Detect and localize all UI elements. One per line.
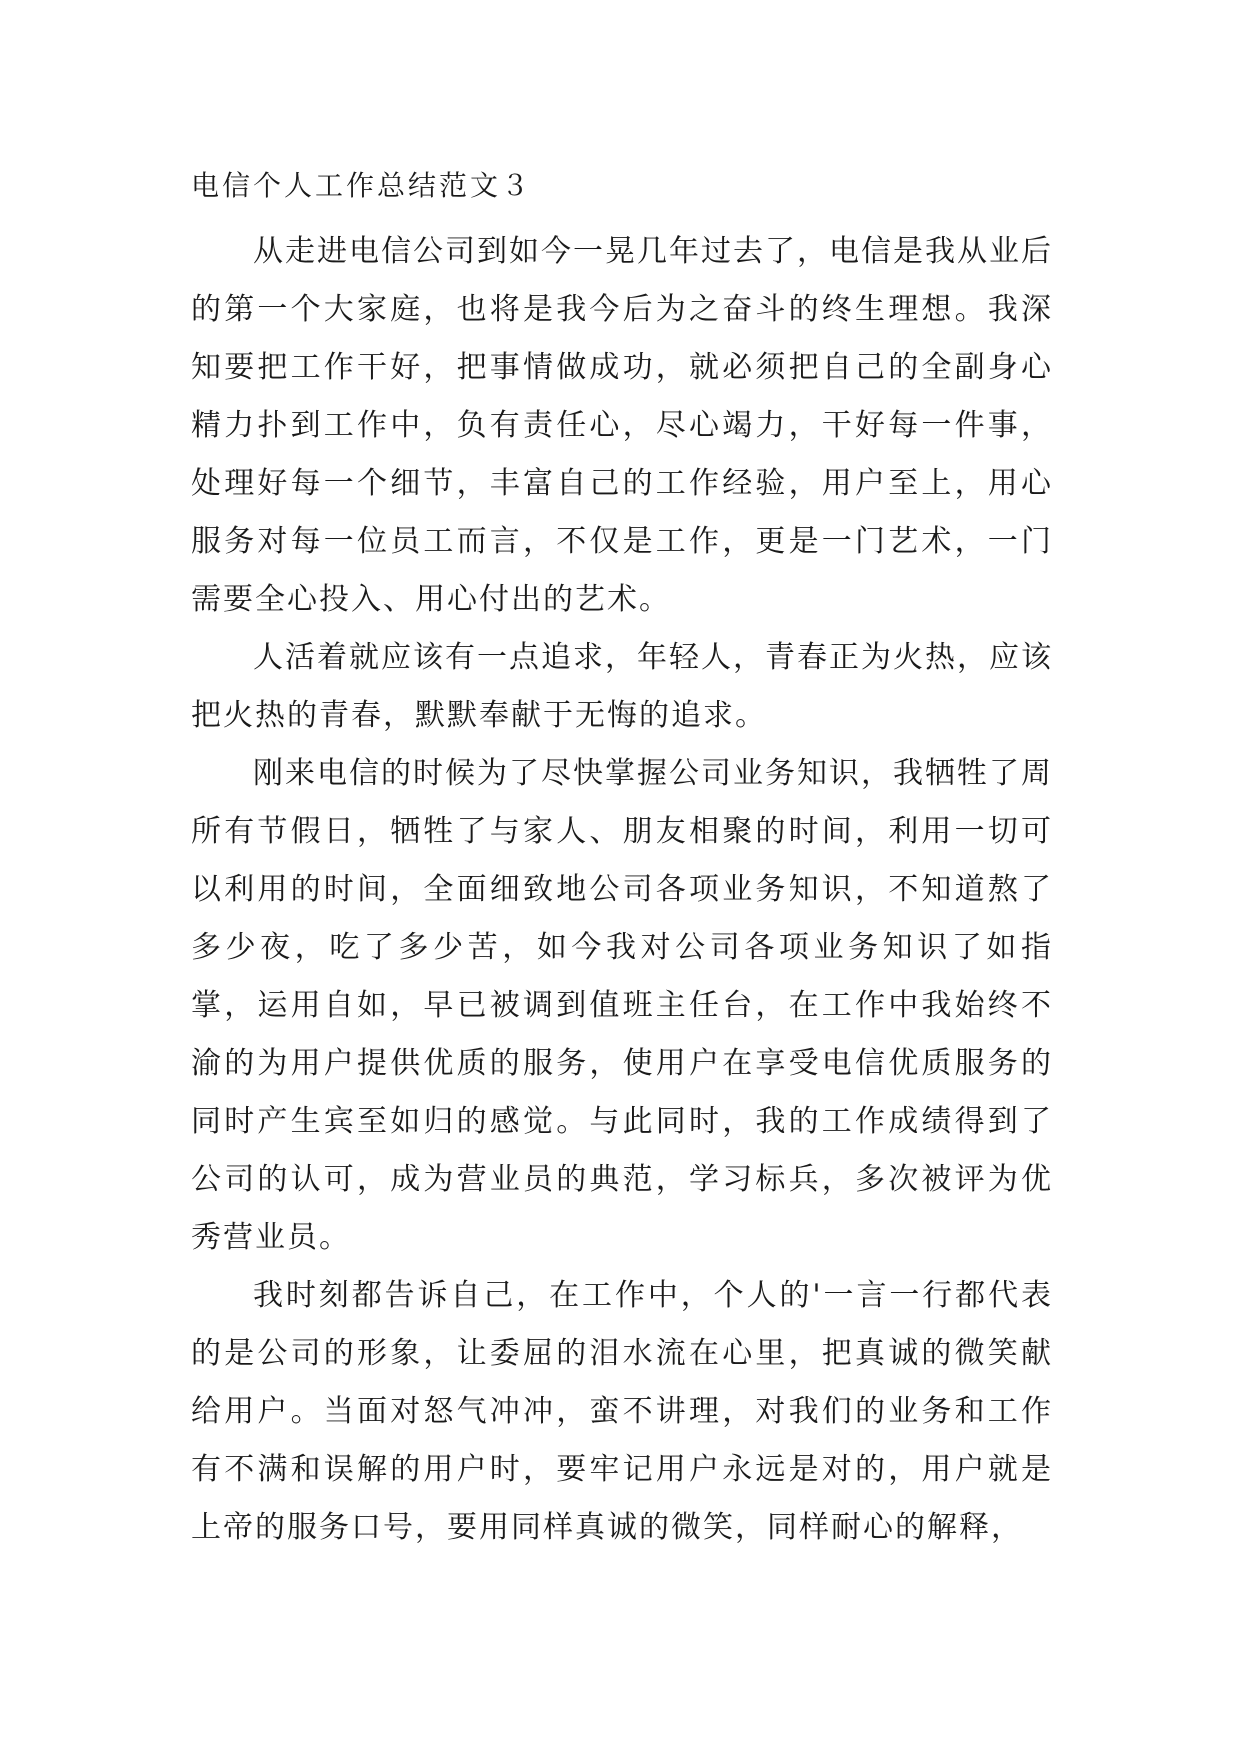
paragraph-4: 我时刻都告诉自己，在工作中，个人的'一言一行都代表的是公司的形象，让委屈的泪水流在心里，把真诚的微笑献给用户。当面对怒气冲冲，蛮不讲理，对我们的业务和工作有不满和误解的用户时，要牢记用户永远是对的，用户就是上帝的服务口号，要用同样真诚的微笑，同样耐心的解释， xyxy=(191,1278,1053,1545)
paragraph-1: 从走进电信公司到如今一晃几年过去了，电信是我从业后的第一个大家庭，也将是我今后为之奋斗的终生理想。我深知要把工作干好，把事情做成功，就必须把自己的全副身心精力扑到工作中，负有责任心，尽心竭力，干好每一件事，处理好每一个细节，丰富自己的工作经验，用户至上，用心服务对每一位员工而言，不仅是工作，更是一门艺术，一门需要全心投入、用心付出的艺术。 xyxy=(191,234,1053,617)
paragraph-3: 刚来电信的时候为了尽快掌握公司业务知识，我牺牲了周所有节假日，牺牲了与家人、朋友相聚的时间，利用一切可以利用的时间，全面细致地公司各项业务知识，不知道熬了多少夜，吃了多少苦，如今我对公司各项业务知识了如指掌，运用自如，早已被调到值班主任台，在工作中我始终不渝的为用户提供优质的服务，使用户在享受电信优质服务的同时产生宾至如归的感觉。与此同时，我的工作成绩得到了公司的认可，成为营业员的典范，学习标兵，多次被评为优秀营业员。 xyxy=(191,756,1053,1255)
paragraph-2: 人活着就应该有一点追求，年轻人，青春正为火热，应该把火热的青春，默默奉献于无悔的追求。 xyxy=(191,640,1053,733)
document-title: 电信个人工作总结范文３ xyxy=(191,169,533,202)
document-body xyxy=(191,165,1053,1557)
